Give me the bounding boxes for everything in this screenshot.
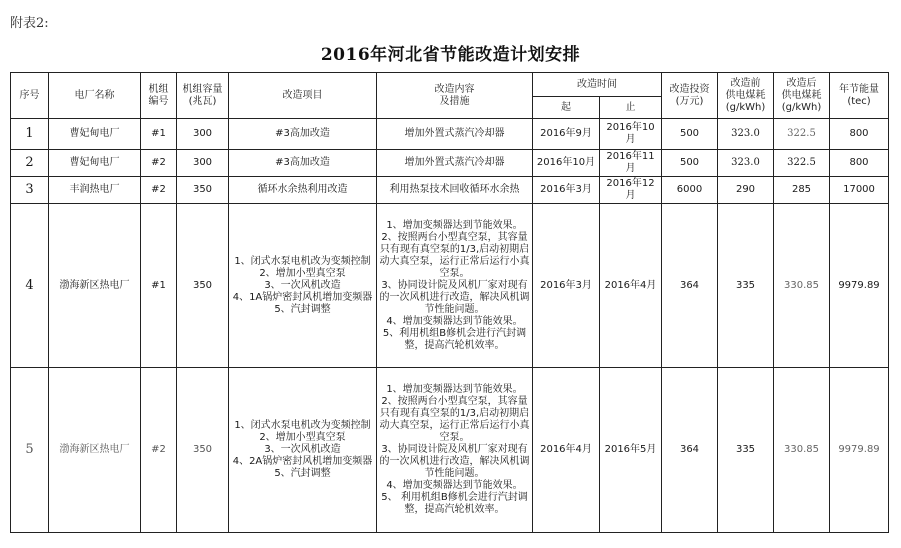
cell-start: 2016年3月 bbox=[533, 204, 600, 368]
content-item: 3、协同设计院及风机厂家对现有的一次风机进行改造，解决风机调节性能问题。 bbox=[379, 279, 530, 315]
cell-end: 2016年4月 bbox=[600, 204, 662, 368]
cell-coal-after: 322.5 bbox=[774, 119, 830, 150]
cell-coal-before: 323.0 bbox=[718, 119, 774, 150]
cell-saving: 9979.89 bbox=[830, 204, 889, 368]
cell-unit-no: #1 bbox=[141, 119, 177, 150]
cell-saving: 9979.89 bbox=[830, 368, 889, 533]
cell-seq: 4 bbox=[11, 204, 49, 368]
content-item: 4、增加变频器达到节能效果。 bbox=[386, 315, 523, 327]
cell-plant: 渤海新区热电厂 bbox=[49, 368, 141, 533]
cell-seq: 3 bbox=[11, 177, 49, 204]
cell-start: 2016年9月 bbox=[533, 119, 600, 150]
col-header-project: 改造项目 bbox=[229, 73, 377, 119]
project-item: 4、2A锅炉密封风机增加变频器 bbox=[232, 456, 373, 467]
project-item: 2、增加小型真空泵 bbox=[259, 267, 346, 279]
cell-coal-before: 335 bbox=[718, 204, 774, 368]
cell-investment: 364 bbox=[662, 204, 718, 368]
page-title: 2016年河北省节能改造计划安排 bbox=[320, 45, 581, 65]
cell-plant: 曹妃甸电厂 bbox=[49, 119, 141, 150]
project-item: 4、1A锅炉密封风机增加变频器 bbox=[232, 291, 373, 303]
cell-content: 增加外置式蒸汽冷却器 bbox=[377, 150, 533, 177]
content-item: 5、利用机组B修机会进行汽封调整，提高汽轮机效率。 bbox=[382, 327, 527, 351]
cell-coal-after: 285 bbox=[774, 177, 830, 204]
content-item: 3、协同设计院及风机厂家对现有的一次风机进行改造，解决风机调节性能问题。 bbox=[379, 444, 530, 479]
project-item: 2、增加小型真空泵 bbox=[259, 432, 346, 443]
cell-end: 2016年10月 bbox=[600, 119, 662, 150]
col-header-seq: 序号 bbox=[11, 73, 49, 119]
content-item: 2、按照两台小型真空泵，其容量只有现有真空泵的1/3,启动初期启动大真空泵，运行正常后运行小真空泵。 bbox=[379, 396, 530, 443]
project-item: 3、一次风机改造 bbox=[264, 279, 341, 291]
cell-content-list bbox=[377, 204, 533, 368]
col-header-time-end: 止 bbox=[600, 97, 662, 119]
table-row bbox=[11, 368, 889, 533]
content-item: 5、 利用机组B修机会进行汽封调整，提高汽轮机效率。 bbox=[381, 492, 528, 515]
cell-start: 2016年10月 bbox=[533, 150, 600, 177]
cell-unit-no: #2 bbox=[141, 150, 177, 177]
col-header-unit-no: 机组 编号 bbox=[141, 73, 177, 119]
cell-coal-after: 330.85 bbox=[774, 368, 830, 533]
cell-end: 2016年5月 bbox=[600, 368, 662, 533]
project-item: 1、闭式水泵电机改为变频控制 bbox=[234, 255, 371, 267]
project-item: 3、一次风机改造 bbox=[264, 444, 341, 455]
cell-capacity: 300 bbox=[177, 119, 229, 150]
col-header-saving: 年节能量 (tec) bbox=[830, 73, 889, 119]
cell-investment: 500 bbox=[662, 150, 718, 177]
col-header-coal-before: 改造前 供电煤耗 (g/kWh) bbox=[718, 73, 774, 119]
cell-content: 增加外置式蒸汽冷却器 bbox=[377, 119, 533, 150]
cell-end: 2016年12月 bbox=[600, 177, 662, 204]
cell-content-list bbox=[377, 368, 533, 533]
col-header-time-start: 起 bbox=[533, 97, 600, 119]
content-item: 1、增加变频器达到节能效果。 bbox=[386, 384, 523, 395]
col-header-investment: 改造投资 (万元) bbox=[662, 73, 718, 119]
cell-seq: 2 bbox=[11, 150, 49, 177]
plan-table bbox=[10, 72, 889, 533]
cell-project: 循环水余热利用改造 bbox=[229, 177, 377, 204]
cell-investment: 6000 bbox=[662, 177, 718, 204]
table-row bbox=[11, 119, 889, 150]
cell-content: 利用热泵技术回收循环水余热 bbox=[377, 177, 533, 204]
cell-project: #3高加改造 bbox=[229, 150, 377, 177]
cell-capacity: 350 bbox=[177, 204, 229, 368]
attachment-label: 附表2: bbox=[10, 16, 49, 31]
cell-unit-no: #2 bbox=[141, 368, 177, 533]
col-header-plant: 电厂名称 bbox=[49, 73, 141, 119]
project-item: 1、闭式水泵电机改为变频控制 bbox=[234, 420, 371, 431]
cell-coal-after: 322.5 bbox=[774, 150, 830, 177]
cell-project-list bbox=[229, 368, 377, 533]
project-item: 5、汽封调整 bbox=[274, 468, 331, 479]
col-header-content: 改造内容 及措施 bbox=[377, 73, 533, 119]
cell-project: #3高加改造 bbox=[229, 119, 377, 150]
table-row bbox=[11, 204, 889, 368]
cell-start: 2016年3月 bbox=[533, 177, 600, 204]
cell-capacity: 300 bbox=[177, 150, 229, 177]
col-header-capacity: 机组容量 (兆瓦) bbox=[177, 73, 229, 119]
cell-plant: 丰润热电厂 bbox=[49, 177, 141, 204]
cell-unit-no: #1 bbox=[141, 204, 177, 368]
project-item: 5、汽封调整 bbox=[274, 303, 331, 315]
cell-coal-after: 330.85 bbox=[774, 204, 830, 368]
cell-investment: 364 bbox=[662, 368, 718, 533]
cell-saving: 800 bbox=[830, 119, 889, 150]
content-item: 4、增加变频器达到节能效果。 bbox=[386, 480, 523, 491]
cell-plant: 渤海新区热电厂 bbox=[49, 204, 141, 368]
cell-saving: 17000 bbox=[830, 177, 889, 204]
cell-plant: 曹妃甸电厂 bbox=[49, 150, 141, 177]
content-item: 2、按照两台小型真空泵，其容量只有现有真空泵的1/3,启动初期启动大真空泵，运行正常后运行小真空泵。 bbox=[379, 231, 530, 279]
cell-coal-before: 335 bbox=[718, 368, 774, 533]
table-row bbox=[11, 150, 889, 177]
cell-capacity: 350 bbox=[177, 368, 229, 533]
cell-coal-before: 290 bbox=[718, 177, 774, 204]
cell-capacity: 350 bbox=[177, 177, 229, 204]
cell-saving: 800 bbox=[830, 150, 889, 177]
cell-start: 2016年4月 bbox=[533, 368, 600, 533]
table-body bbox=[11, 119, 889, 533]
cell-investment: 500 bbox=[662, 119, 718, 150]
cell-end: 2016年11月 bbox=[600, 150, 662, 177]
content-item: 1、增加变频器达到节能效果。 bbox=[386, 219, 523, 231]
cell-coal-before: 323.0 bbox=[718, 150, 774, 177]
cell-seq: 1 bbox=[11, 119, 49, 150]
cell-seq: 5 bbox=[11, 368, 49, 533]
col-header-coal-after: 改造后 供电煤耗 (g/kWh) bbox=[774, 73, 830, 119]
col-header-time: 改造时间 bbox=[533, 73, 662, 97]
cell-unit-no: #2 bbox=[141, 177, 177, 204]
header-row bbox=[11, 73, 889, 97]
table-row bbox=[11, 177, 889, 204]
cell-project-list bbox=[229, 204, 377, 368]
